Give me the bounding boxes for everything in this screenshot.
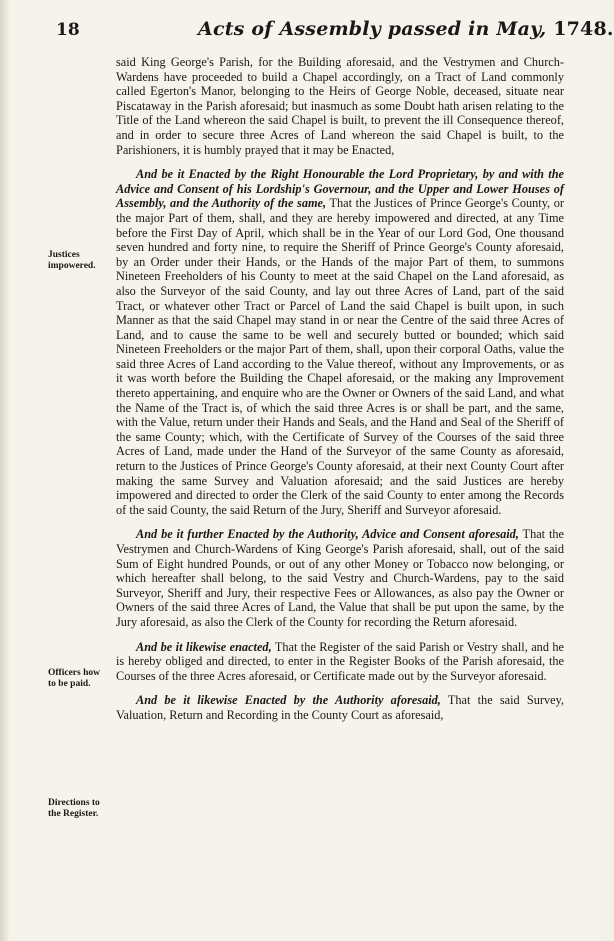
paragraph-5-enacting-clause: And be it likewise Enacted by the Authority aforesaid, (136, 693, 441, 708)
paragraph-2 (116, 167, 564, 517)
page-number: 18 (56, 20, 80, 40)
running-title: Acts of Assembly passed in May, (198, 18, 547, 40)
page-edge-shadow (0, 0, 10, 941)
paragraph-5 (116, 693, 564, 722)
running-year: 1748. (553, 18, 614, 40)
paragraph-2-text: That the Justices of Prince George's County, or the major Part of them, shall, and they are hereby impowered and directed, at any Time before the First Day of April, which shall be in the Year of our Lord God, One thousand seven hundred and forty nine, to require the Sheriff of Prince George's County aforesaid, by an Order under their Hands, or the Hands of the major Part of them, to summons Nineteen Freeholders of his County to meet at the said Chapel on the Land aforesaid, as also the Surveyor of the said County, and lay out three Acres of Land, part of the said Tract, or whatever other Tract or Parcel of Land the said Chapel is built upon, in such Manner as that the said Chapel may stand in or near the Centre of the said three Acres of Land, and to cause the same to be well and securely butted or bounded; which said Nineteen Freeholders or the major Part of them, shall, upon their corporal Oaths, value the said three Acres of Land according to the Value thereof, without any Improvements, or as it was worth before the Building the Chapel aforesaid, or the making any Improvement thereto appertaining, and enquire who are the Owner or Owners of the said Land, and what the Name of the Tract is, of which the said three Acres is or shall be part, and the same, with the Value, return under their Hands and Seals, and the Hand and Seal of the Sheriff of the same County; which, with the Certificate of Survey of the Courses of the said three Acres of Land, made under the Hand of the Surveyor of the same County as aforesaid, return to the Justices of Prince George's County aforesaid, at their next County Court after making the same Survey and Valuation aforesaid; and the said Justices are hereby impowered and directed to order the Clerk of the said County to enter among the Records of the said County, the said Return of the Jury, Sheriff and Surveyor aforesaid. (116, 196, 564, 517)
body-text (116, 55, 564, 723)
margin-note-officers: Officers how to be paid. (48, 668, 100, 689)
paragraph-1-text: said King George's Parish, for the Building aforesaid, and the Vestrymen and Church-Wardens have proceeded to build a Chapel accordingly, on a Tract of Land commonly called Egerton's Manor, belonging to the Heirs of George Noble, deceased, situate near Piscataway in the Parish aforesaid; but inasmuch as some Doubt hath arisen relating to the Title of the Land whereon the said Chapel is built, to prevent the ill Consequence thereof, and in order to secure three Acres of Land whereon the said Chapel is built, to the Parishioners, it is humbly prayed that it may be Enacted, (116, 55, 564, 157)
paragraph-3 (116, 527, 564, 629)
paragraph-1 (116, 55, 564, 157)
paragraph-4-text: That the Register of the said Parish or Vestry shall, and he is hereby obliged and directed, to enter in the Register Books of the Parish aforesaid, the Courses of the three Acres aforesaid, or Certificate made out by the Surveyor aforesaid. (116, 639, 564, 683)
margin-note-justices: Justices impowered. (48, 250, 96, 271)
paragraph-2-enacting-clause: And be it Enacted by the Right Honourable the Lord Proprietary, by and with the Advice and Consent of his Lordship's Governour, and the Upper and Lower Houses of Assembly, and the Authority of the same, (116, 167, 564, 211)
paragraph-4-enacting-clause: And be it likewise enacted, (136, 639, 272, 654)
paragraph-3-text: That the Vestrymen and Church-Wardens of King George's Parish aforesaid, shall, out of the said Sum of Eight hundred Pounds, or out of any other Money or Tobacco now belonging, or which hereafter shall belong, to the said Vestry and Church-Wardens, pay to the said Surveyor, Sheriff and Jury, their respective Fees or Allowances, as also pay the Owner or Owners of the said three Acres of Land, the Value that shall be put upon the same, by the Jury aforesaid, as also the Clerk of the County for recording the Return aforesaid. (116, 527, 564, 629)
paragraph-4 (116, 640, 564, 684)
paragraph-5-text: That the said Survey, Valuation, Return and Recording in the County Court as aforesaid, (116, 693, 564, 722)
paragraph-3-enacting-clause: And be it further Enacted by the Authority, Advice and Consent aforesaid, (136, 527, 519, 542)
running-head (198, 18, 614, 40)
margin-note-register: Directions to the Register. (48, 798, 100, 819)
